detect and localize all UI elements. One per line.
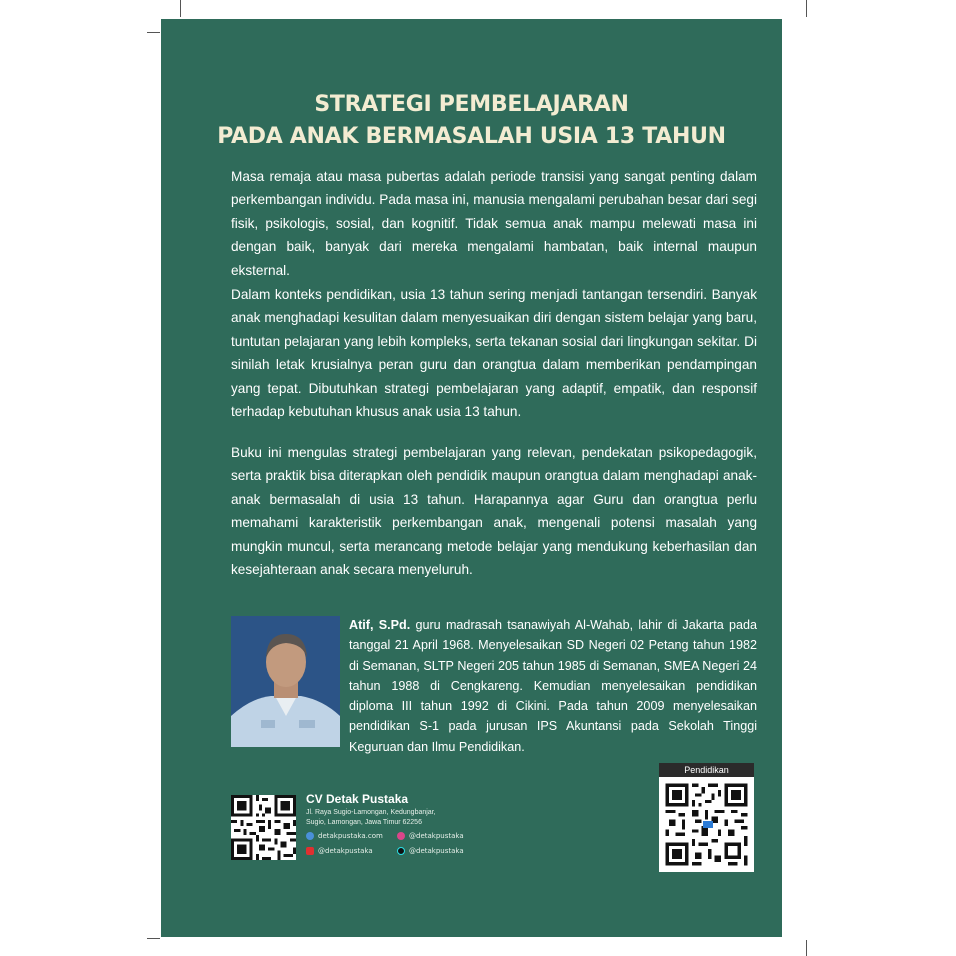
website-text: detakpustaka.com <box>318 832 383 840</box>
youtube-text: @detakpustaka <box>318 847 373 855</box>
title-line-1: STRATEGI PEMBELAJARAN <box>314 92 629 117</box>
publisher-youtube[interactable] <box>306 847 373 855</box>
book-qr-code <box>659 777 754 872</box>
publisher-name: CV Detak Pustaka <box>306 792 409 806</box>
synopsis-paragraph-1: Masa remaja atau masa pubertas adalah periode transisi yang sangat penting dalam perkembangan individu. Pada masa ini, manusia mengalami perubahan besar dari segi fisik, psikologis, sosial, dan kognitif. Tidak semua anak mampu melewati masa ini dengan baik, banyak dari mereka mengalami hambatan, baik internal maupun eksternal. <box>231 169 757 278</box>
category-label: Pendidikan <box>659 763 754 777</box>
youtube-icon <box>306 847 314 855</box>
crop-mark <box>806 0 807 17</box>
author-bio <box>349 615 757 757</box>
publisher-address-line-2: Sugio, Lamongan, Jawa Timur 62256 <box>306 819 422 826</box>
instagram-text: @detakpustaka <box>409 832 464 840</box>
crop-mark <box>180 0 181 17</box>
publisher-instagram[interactable] <box>397 832 464 840</box>
author-name: Atif, S.Pd. <box>349 618 411 632</box>
crop-mark <box>147 938 160 939</box>
synopsis-paragraph-3: Buku ini mengulas strategi pembelajaran yang relevan, pendekatan psikopedagogik, serta praktik bisa diterapkan oleh pendidik maupun orangtua dalam menghadapi anak-anak bermasalah di usia 13 tahun. Harapannya agar Guru dan orangtua perlu memahami karakteristik perkembangan anak, mengenali potensi masalah yang mungkin muncul, serta merancang metode belajar yang mendukung keberhasilan dan kesejahteraan anak secara menyeluruh. <box>231 445 757 578</box>
synopsis-paragraph-2: Dalam konteks pendidikan, usia 13 tahun sering menjadi tantangan tersendiri. Banyak anak menghadapi kesulitan dalam menyesuaikan diri dengan sistem belajar yang baru, tuntutan pelajaran yang lebih kompleks, serta tekanan sosial dari lingkungan sekitar. Di sinilah letak krusialnya peran guru dan orangtua dalam memberikan pendampingan yang tepat. Dibutuhkan strategi pembelajaran yang adaptif, empatik, dan responsif terhadap kebutuhan khusus anak usia 13 tahun. <box>231 287 757 420</box>
author-bio-text: guru madrasah tsanawiyah Al-Wahab, lahir di Jakarta pada tanggal 21 April 1968. Menyelesaikan SD Negeri 02 Petang tahun 1982 di Semanan, SLTP Negeri 205 tahun 1985 di Semanan, SMEA Negeri 24 tahun 1988 di Cengkareng. Kemudian menyelesaikan pendidikan diploma III tahun 1992 di Cikini. Pada tahun 2009 menyelesaikan pendidikan S-1 pada jurusan IPS Akuntansi pada Sekolah Tinggi Keguruan dan Ilmu Pendidikan. <box>349 618 757 754</box>
tiktok-icon <box>397 847 405 855</box>
publisher-address-line-1: Jl. Raya Sugio-Lamongan, Kedungbanjar, <box>306 809 436 816</box>
publisher-tiktok[interactable] <box>397 847 464 855</box>
crop-mark <box>147 32 160 33</box>
title-line-2: PADA ANAK BERMASALAH USIA 13 TAHUN <box>217 124 726 149</box>
publisher-website[interactable] <box>306 832 383 840</box>
tiktok-text: @detakpustaka <box>409 847 464 855</box>
instagram-icon <box>397 832 405 840</box>
book-title <box>161 89 782 153</box>
author-photo <box>231 616 340 747</box>
back-cover <box>161 19 782 937</box>
publisher-qr-code <box>231 795 296 860</box>
globe-icon <box>306 832 314 840</box>
crop-mark <box>806 940 807 956</box>
publisher-block <box>306 792 436 828</box>
